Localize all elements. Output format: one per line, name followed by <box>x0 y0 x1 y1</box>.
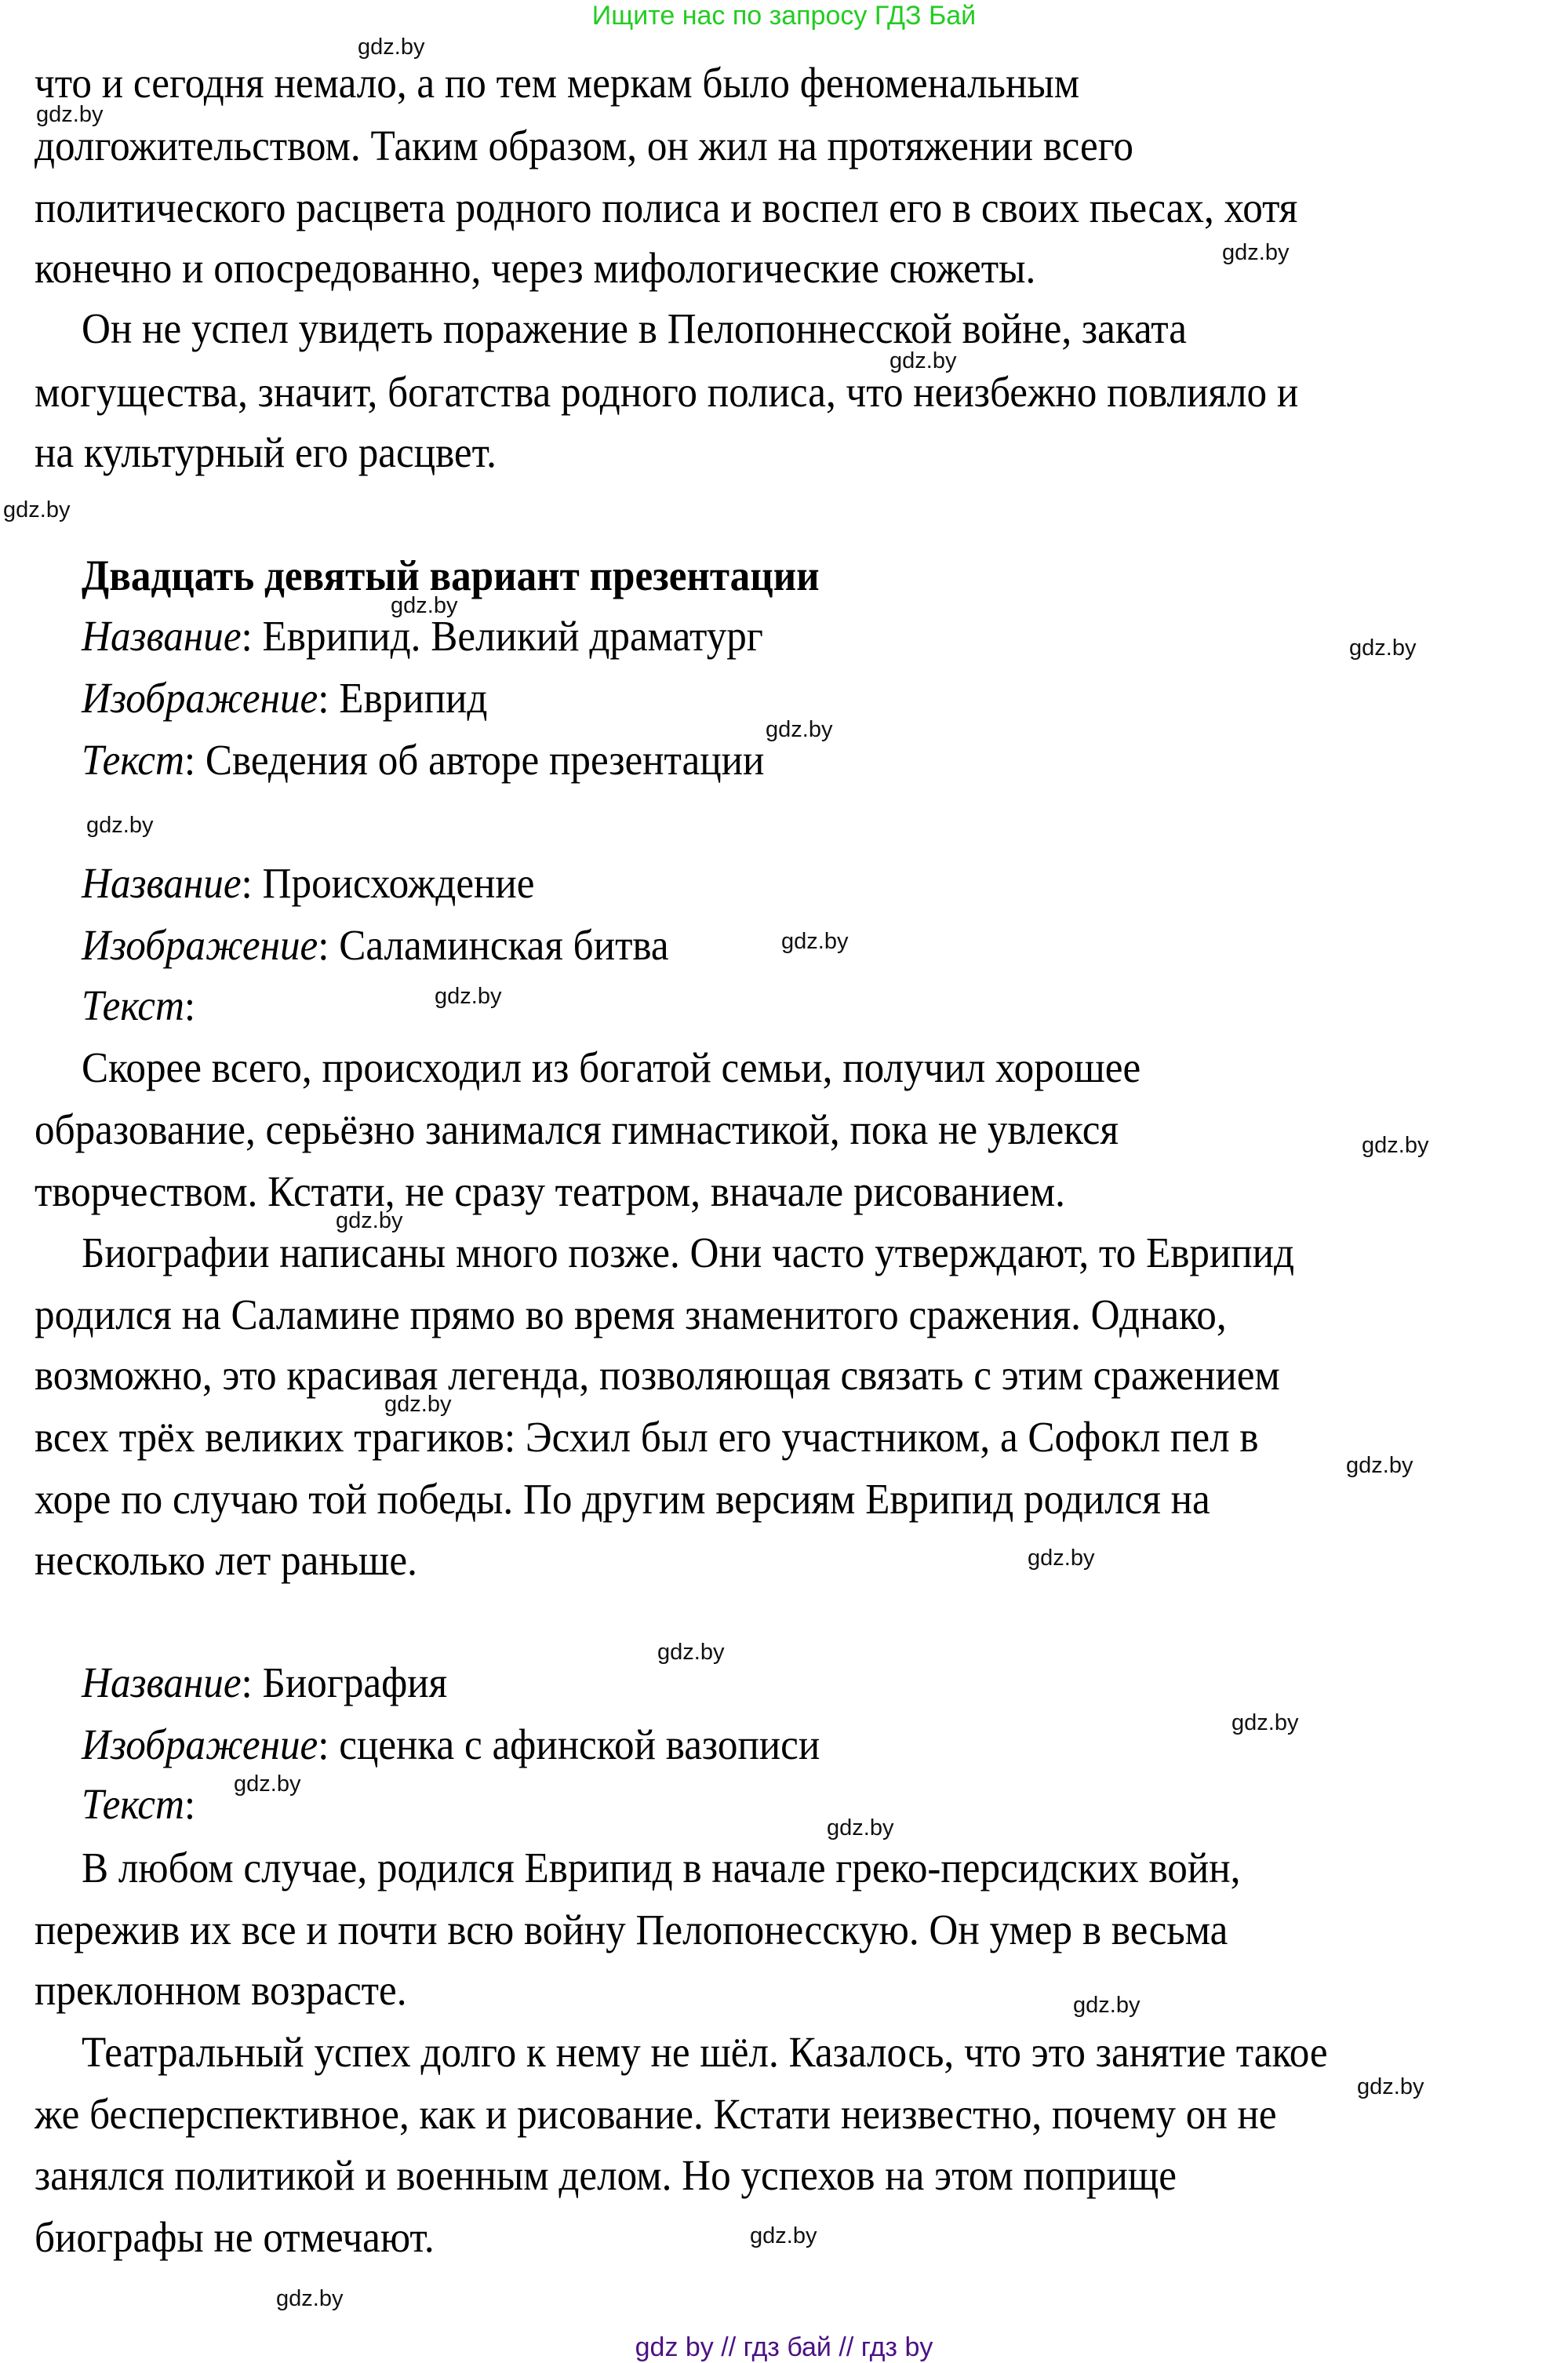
paragraph-line: Он не успел увидеть поражение в Пелопоннесской войне, заката <box>82 304 1187 352</box>
paragraph-line: хоре по случаю той победы. По другим версиям Еврипид родился на <box>35 1475 1210 1523</box>
paragraph-line: В любом случае, родился Еврипид в начале греко-персидских войн, <box>82 1844 1241 1891</box>
title-label: Название <box>82 859 242 907</box>
watermark: gdz.by <box>234 1771 301 1797</box>
slide-1-title: Название: Еврипид. Великий драматург <box>82 612 763 660</box>
paragraph-line: творчеством. Кстати, не сразу театром, вначале рисованием. <box>35 1167 1065 1215</box>
watermark: gdz.by <box>1349 635 1417 661</box>
watermark: gdz.by <box>276 2286 344 2311</box>
slide-3-title: Название: Биография <box>82 1658 448 1706</box>
watermark: gdz.by <box>1231 1710 1299 1735</box>
text-label: Текст <box>82 736 184 784</box>
image-label: Изображение <box>82 1720 318 1768</box>
title-value: Происхождение <box>262 859 535 907</box>
watermark: gdz.by <box>36 102 104 127</box>
watermark: gdz.by <box>827 1815 894 1841</box>
watermark: gdz.by <box>1222 240 1290 265</box>
paragraph-line: могущества, значит, богатства родного полиса, что неизбежно повлияло и <box>35 368 1299 416</box>
image-label: Изображение <box>82 921 318 969</box>
text-label: Текст <box>82 1780 184 1828</box>
slide-3-text: Текст: <box>82 1780 196 1828</box>
paragraph-line: несколько лет раньше. <box>35 1536 417 1584</box>
title-value: Еврипид. Великий драматург <box>262 612 763 660</box>
paragraph-line: занялся политикой и военным делом. Но успехов на этом поприще <box>35 2151 1177 2199</box>
site-footer-links: gdz by // гдз бай // гдз by <box>635 2332 933 2362</box>
slide-2-image: Изображение: Саламинская битва <box>82 921 669 969</box>
watermark: gdz.by <box>766 717 833 742</box>
watermark: gdz.by <box>1362 1133 1429 1158</box>
slide-3-image: Изображение: сценка с афинской вазописи <box>82 1720 820 1768</box>
paragraph-line: Театральный успех долго к нему не шёл. Казалось, что это занятие такое <box>82 2028 1328 2076</box>
paragraph-line: преклонном возрасте. <box>35 1966 407 2014</box>
watermark: gdz.by <box>3 497 71 522</box>
paragraph-line: возможно, это красивая легенда, позволяющая связать с этим сражением <box>35 1351 1280 1399</box>
watermark: gdz.by <box>435 984 502 1009</box>
slide-2-title: Название: Происхождение <box>82 859 535 907</box>
paragraph-line: образование, серьёзно занимался гимнастикой, пока не увлекся <box>35 1105 1119 1153</box>
paragraph-line: Биографии написаны много позже. Они часто утверждают, то Еврипид <box>82 1229 1295 1276</box>
section-heading: Двадцать девятый вариант презентации <box>82 552 820 599</box>
image-value: Саламинская битва <box>339 921 669 969</box>
paragraph-line: долгожительством. Таким образом, он жил на протяжении всего <box>35 122 1133 169</box>
slide-1-image: Изображение: Еврипид <box>82 674 488 722</box>
paragraph-line: родился на Саламине прямо во время знаменитого сражения. Однако, <box>35 1291 1227 1338</box>
watermark: gdz.by <box>336 1208 403 1233</box>
paragraph-line: биографы не отмечают. <box>35 2213 435 2261</box>
paragraph-line: что и сегодня немало, а по тем меркам было феноменальным <box>35 59 1080 107</box>
watermark: gdz.by <box>781 929 849 954</box>
slide-1-text: Текст: Сведения об авторе презентации <box>82 736 765 784</box>
watermark: gdz.by <box>1028 1546 1095 1571</box>
watermark: gdz.by <box>391 593 458 618</box>
image-value: Еврипид <box>339 674 488 722</box>
image-label: Изображение <box>82 674 318 722</box>
site-search-banner: Ищите нас по запросу ГДЗ Бай <box>591 1 977 31</box>
paragraph-line: всех трёх великих трагиков: Эсхил был его участником, а Софокл пел в <box>35 1413 1259 1461</box>
title-value: Биография <box>262 1658 448 1706</box>
image-value: сценка с афинской вазописи <box>339 1720 820 1768</box>
title-label: Название <box>82 612 242 660</box>
text-label: Текст <box>82 981 184 1029</box>
watermark: gdz.by <box>1073 1993 1141 2018</box>
paragraph-line: конечно и опосредованно, через мифологические сюжеты. <box>35 244 1036 292</box>
watermark: gdz.by <box>750 2223 817 2248</box>
text-value: Сведения об авторе презентации <box>205 736 765 784</box>
paragraph-line: Скорее всего, происходил из богатой семьи, получил хорошее <box>82 1043 1141 1091</box>
paragraph-line: политического расцвета родного полиса и воспел его в своих пьесах, хотя <box>35 184 1298 231</box>
watermark: gdz.by <box>1357 2074 1424 2099</box>
slide-2-text: Текст: <box>82 981 196 1029</box>
paragraph-line: на культурный его расцвет. <box>35 428 497 476</box>
title-label: Название <box>82 1658 242 1706</box>
watermark: gdz.by <box>384 1392 452 1417</box>
watermark: gdz.by <box>358 35 425 60</box>
paragraph-line: же бесперспективное, как и рисование. Кстати неизвестно, почему он не <box>35 2090 1277 2138</box>
watermark: gdz.by <box>86 813 154 838</box>
paragraph-line: пережив их все и почти всю войну Пелопонесскую. Он умер в весьма <box>35 1906 1228 1953</box>
watermark: gdz.by <box>657 1640 725 1665</box>
watermark: gdz.by <box>1346 1453 1413 1478</box>
watermark: gdz.by <box>890 348 957 373</box>
